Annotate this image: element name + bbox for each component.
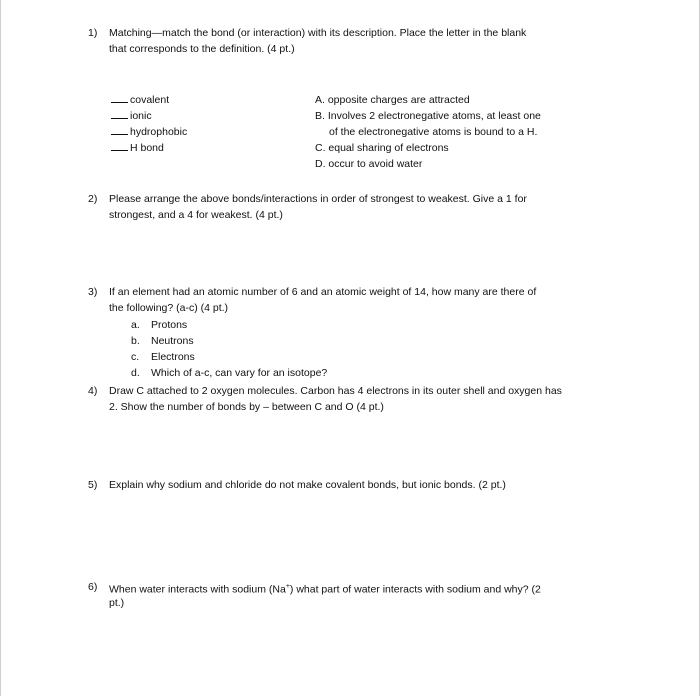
answer-blank[interactable] (111, 125, 128, 135)
q3-item-a-text: Protons (151, 319, 188, 331)
answer-blank[interactable] (111, 93, 128, 103)
definition-d: D. occur to avoid water (315, 158, 423, 170)
q6-prompt-line2: pt.) (109, 597, 125, 609)
q3-item-d-text: Which of a-c, can vary for an isotope? (151, 367, 328, 379)
definition-b-line2: of the electronegative atoms is bound to a H. (329, 126, 538, 138)
definition-c: C. equal sharing of electrons (315, 142, 449, 154)
q6-prompt-line1: When water interacts with sodium (Na+) what part of water interacts with sodium and why? (2 (109, 583, 541, 596)
q1-prompt-line1: Matching—match the bond (or interaction) with its description. Place the letter in the blank (109, 27, 527, 39)
answer-blank[interactable] (111, 141, 128, 151)
q1-prompt-line2: that corresponds to the definition. (4 pt.) (109, 43, 295, 55)
q2-prompt-line2: strongest, and a 4 for weakest. (4 pt.) (109, 209, 283, 221)
definition-b-line1: B. Involves 2 electronegative atoms, at least one (315, 110, 541, 122)
q3-item-b-text: Neutrons (151, 335, 194, 347)
q2-number: 2) (88, 193, 98, 205)
q3-number: 3) (88, 286, 98, 298)
q3-item-b-label: b. (131, 335, 140, 347)
matching-term-h-bond: H bond (111, 140, 164, 156)
q4-prompt-line2: 2. Show the number of bonds by – between C and O (4 pt.) (109, 401, 384, 413)
q4-number: 4) (88, 385, 98, 397)
q3-item-c-text: Electrons (151, 351, 195, 363)
definition-a: A. opposite charges are attracted (315, 94, 470, 106)
q4-prompt-line1: Draw C attached to 2 oxygen molecules. Carbon has 4 electrons in its outer shell and oxygen has (109, 385, 562, 397)
q1-number: 1) (88, 27, 98, 39)
answer-blank[interactable] (111, 109, 128, 119)
matching-term-covalent: covalent (111, 92, 169, 108)
matching-term-hydrophobic: hydrophobic (111, 124, 187, 140)
q3-item-c-label: c. (131, 351, 140, 363)
q5-prompt-line1: Explain why sodium and chloride do not make covalent bonds, but ionic bonds. (2 pt.) (109, 479, 506, 491)
q3-prompt-line2: the following? (a-c) (4 pt.) (109, 302, 229, 314)
q3-prompt-line1: If an element had an atomic number of 6 and an atomic weight of 14, how many are there of (109, 286, 537, 298)
matching-term-ionic: ionic (111, 108, 152, 124)
q5-number: 5) (88, 479, 98, 491)
q6-number: 6) (88, 581, 98, 593)
q3-item-d-label: d. (131, 367, 140, 379)
q3-item-a-label: a. (131, 319, 140, 331)
q2-prompt-line1: Please arrange the above bonds/interactions in order of strongest to weakest. Give a 1 for (109, 193, 527, 205)
